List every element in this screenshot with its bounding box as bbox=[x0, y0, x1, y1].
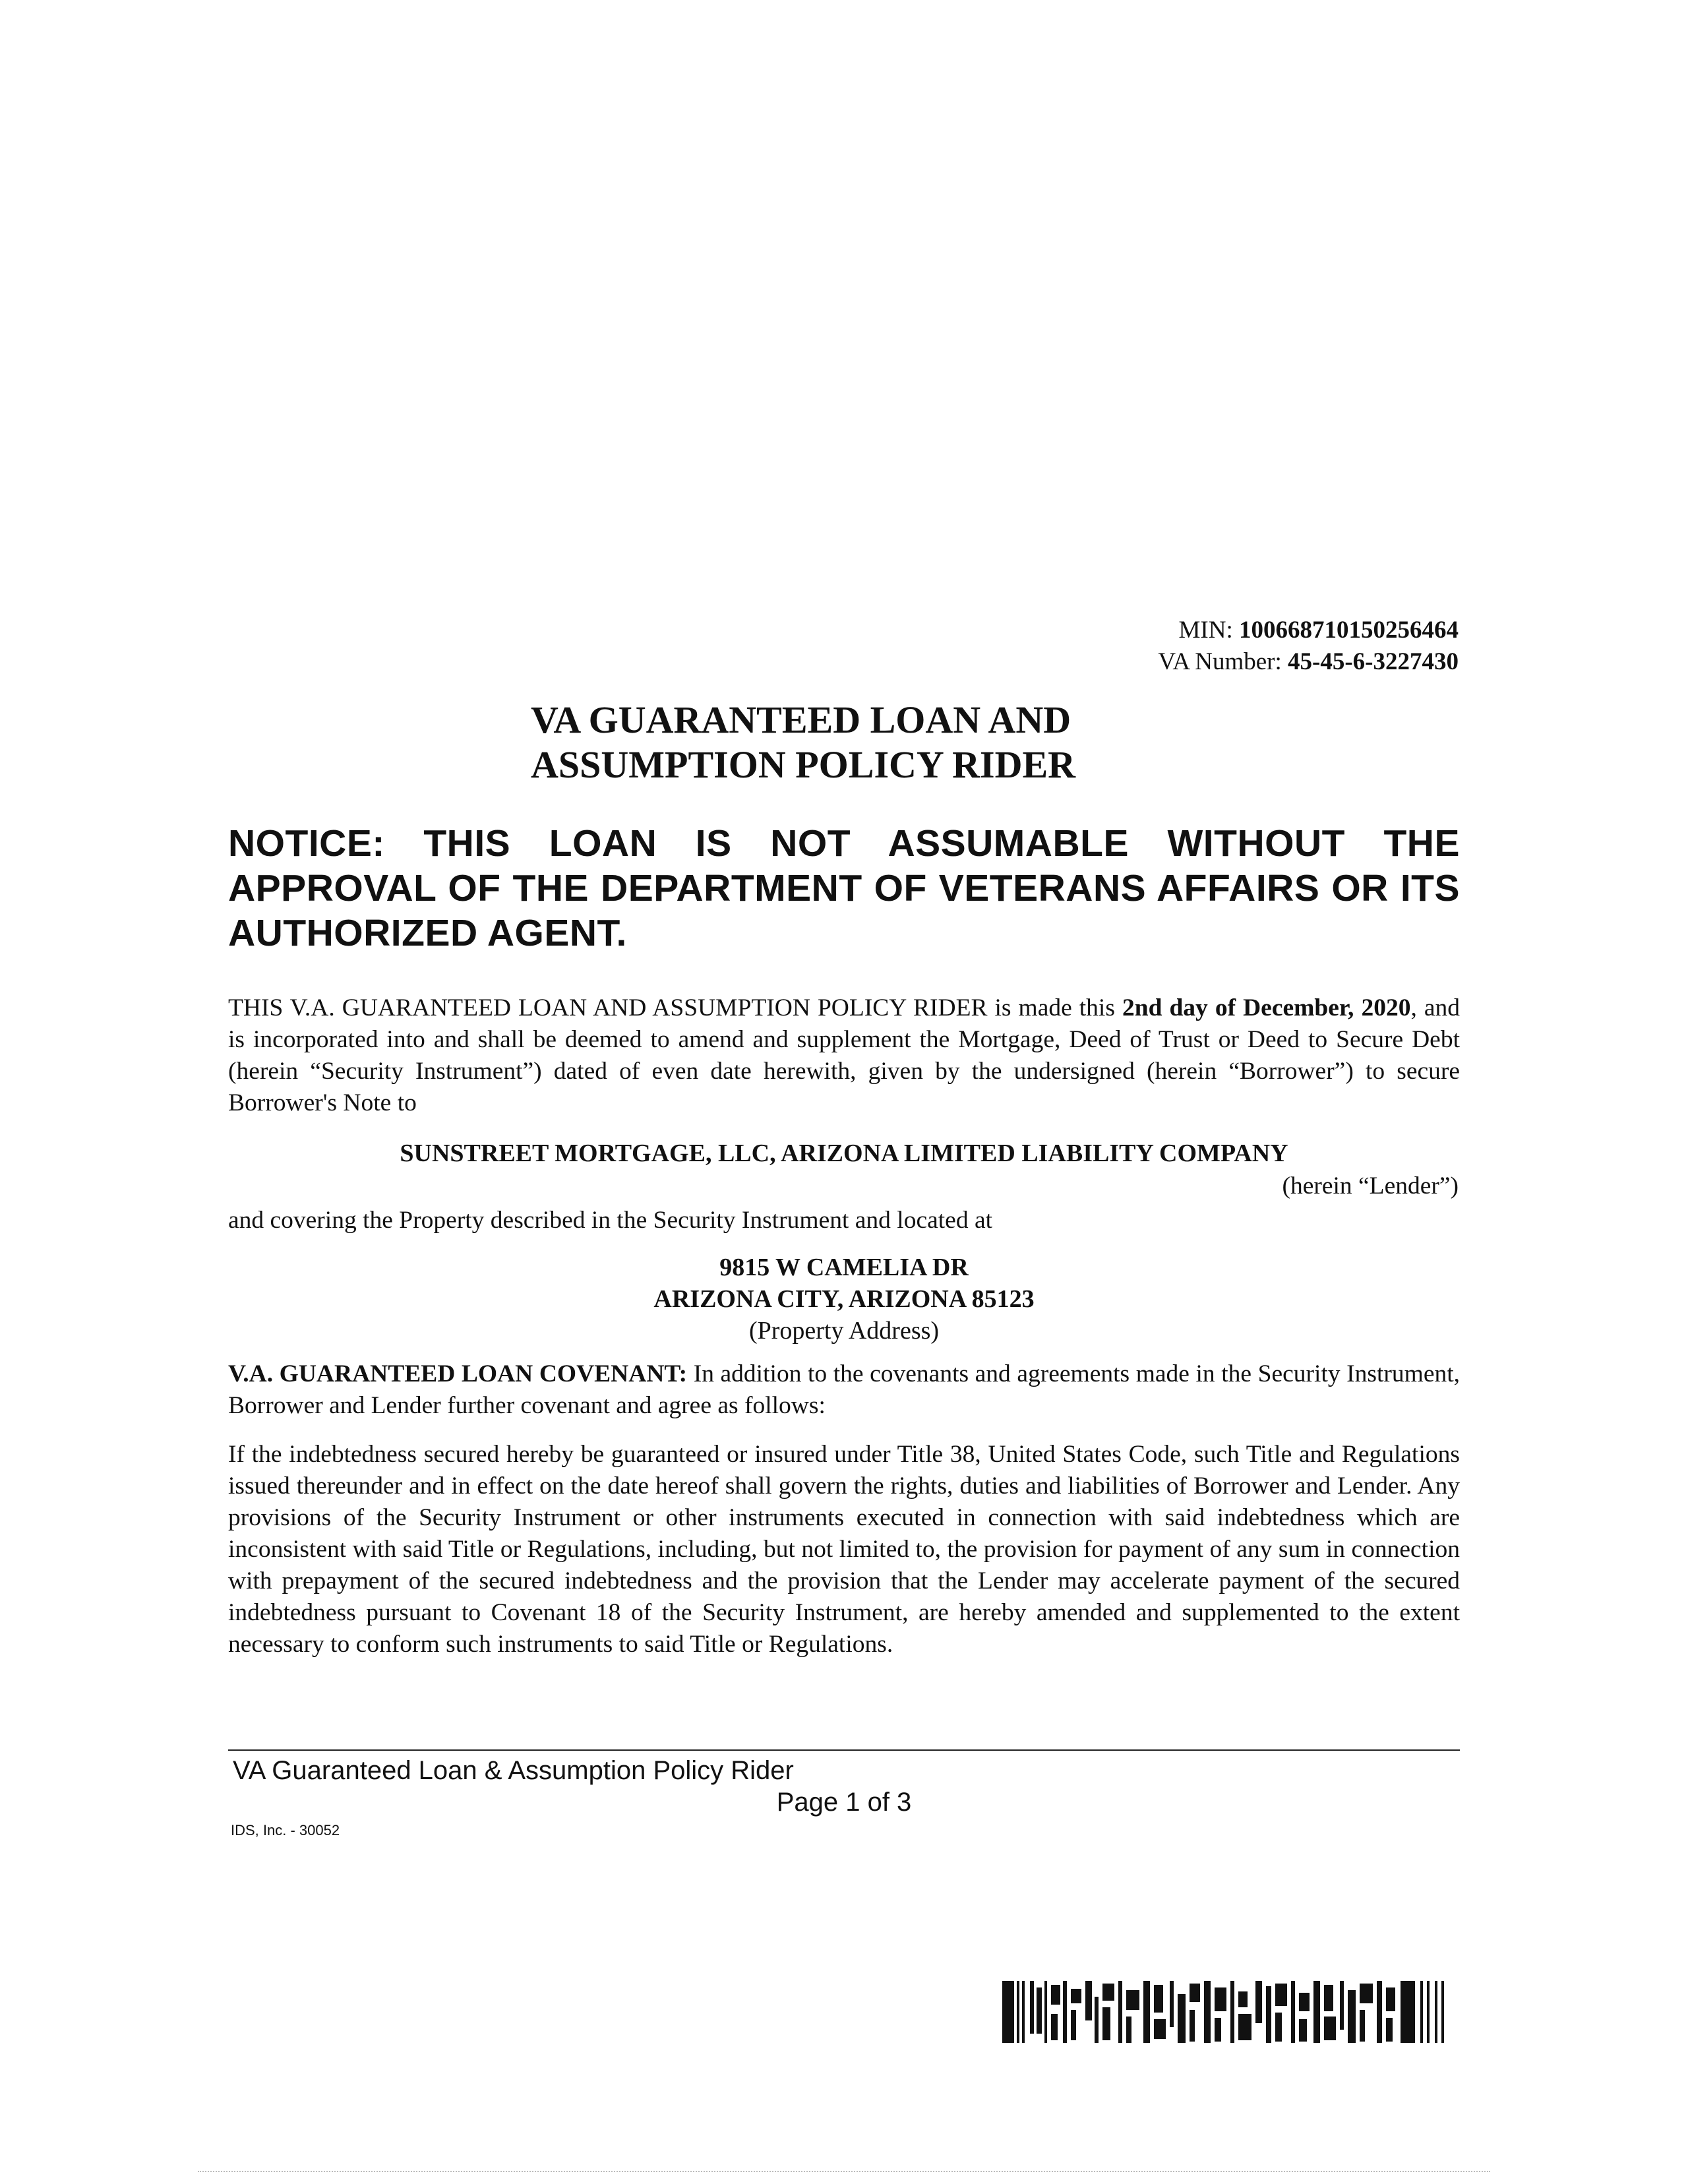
form-id: IDS, Inc. - 30052 bbox=[231, 1822, 340, 1838]
lender-tag: (herein “Lender”) bbox=[1282, 1172, 1459, 1199]
page-number: Page 1 of 3 bbox=[776, 1788, 912, 1817]
intro-text-1: THIS V.A. GUARANTEED LOAN AND ASSUMPTION POLICY RIDER is made this bbox=[228, 994, 1122, 1021]
min-label: MIN: bbox=[1178, 617, 1233, 644]
loan-identifiers bbox=[1158, 615, 1459, 678]
va-number-label: VA Number: bbox=[1158, 648, 1282, 675]
lender-name: SUNSTREET MORTGAGE, LLC, ARIZONA LIMITED LIABILITY COMPANY bbox=[400, 1139, 1288, 1167]
covenant-text: In addition to the covenants and agreements made in the Security Instrument, Borrower and Lender further covenant and agree as follows: bbox=[228, 1360, 1461, 1419]
document-title bbox=[531, 698, 1075, 787]
covering-text: and covering the Property described in the Security Instrument and located at bbox=[228, 1207, 993, 1234]
property-address bbox=[228, 1252, 1460, 1347]
va-number-line bbox=[1158, 646, 1459, 678]
assumption-notice: NOTICE: THIS LOAN IS NOT ASSUMABLE WITHOUT THE APPROVAL OF THE DEPARTMENT OF VETERANS AFFAIRS OR ITS AUTHORIZED AGENT. bbox=[228, 822, 1460, 954]
property-street: 9815 W CAMELIA DR bbox=[719, 1254, 969, 1281]
scan-edge-line bbox=[198, 2171, 1490, 2172]
intro-date: December, 2020 bbox=[1243, 994, 1411, 1021]
covenant-body-paragraph: If the indebtedness secured hereby be guaranteed or insured under Title 38, United States Code, such Title and Regulations issued thereunder and in effect on the date hereof shall govern the rights, duties and liabilities of Borrower and Lender. Any provisions of the Security Instrument or other instruments executed in connection with said indebtedness which are inconsistent with said Title or Regulations, including, but not limited to, the provision for payment of any sum in connection with prepayment of the secured indebtedness and the provision that the Lender may accelerate payment of the secured indebtedness pursuant to Covenant 18 of the Security Instrument, are hereby amended and supplemented to the extent necessary to conform such instruments to said Title or Regulations. bbox=[228, 1441, 1460, 1658]
footer-divider bbox=[228, 1749, 1460, 1751]
intro-day: 2nd day of bbox=[1122, 994, 1236, 1021]
intro-paragraph bbox=[228, 992, 1460, 1119]
barcode bbox=[1002, 1981, 1457, 2043]
va-number-value: 45-45-6-3227430 bbox=[1288, 648, 1459, 675]
intro-text-3: , and is incorporated into and shall be deemed to amend and supplement the Mortgage, Deed of Trust or Deed to Secure Debt (herein “Security Instrument”) dated of even date herewith, given by the undersigned (herein “Borrower”) to secure Borrower's Note to bbox=[228, 994, 1460, 1116]
document-title-line-1: VA GUARANTEED LOAN AND bbox=[531, 698, 1071, 741]
min-value: 100668710150256464 bbox=[1239, 617, 1459, 644]
property-address-label: (Property Address) bbox=[748, 1317, 940, 1345]
min-line bbox=[1158, 615, 1459, 646]
document-title-line-2: ASSUMPTION POLICY RIDER bbox=[531, 743, 1076, 786]
property-city-state-zip: ARIZONA CITY, ARIZONA 85123 bbox=[653, 1285, 1035, 1313]
covenant-heading: V.A. GUARANTEED LOAN COVENANT: bbox=[228, 1360, 688, 1387]
covenant-paragraph bbox=[228, 1358, 1460, 1422]
intro-text-2 bbox=[1236, 994, 1243, 1021]
footer-document-title: VA Guaranteed Loan & Assumption Policy Rider bbox=[233, 1756, 794, 1785]
